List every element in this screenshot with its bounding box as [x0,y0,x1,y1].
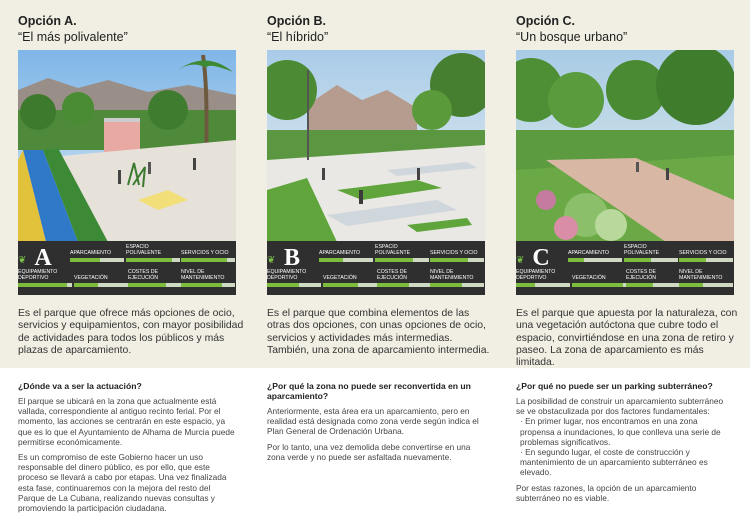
faq-paragraph: Por estas razones, la opción de un aparcamiento subterráneo no es viable. [516,482,697,503]
metric-multipurpose: ESPACIO POLIVALENTE [375,244,429,262]
metric-bar-fill [126,258,172,262]
metric-cost: COSTES DE EJECUCIÓN [128,269,182,287]
option-b [267,0,490,356]
option-c-rendering [516,50,734,242]
metric-cost: COSTES DE EJECUCIÓN [377,269,431,287]
leaf-icon: ❦ [516,255,525,266]
metric-bar-fill [626,283,653,287]
option-subtitle: “Un bosque urbano” [516,30,628,44]
metric-multipurpose: ESPACIO POLIVALENTE [126,244,180,262]
option-c-ratings-panel [516,241,734,295]
metric-bar-fill [430,258,468,262]
faq-bullet: · En segundo lugar, el coste de construcción y mantenimiento de un aparcamiento subterráneo es elevado. [520,447,708,478]
metric-multipurpose: ESPACIO POLIVALENTE [624,244,678,262]
metric-parking: APARCAMIENTO [319,244,373,262]
faq-parking [267,368,482,462]
metric-bar-fill [430,283,462,287]
metric-bar-fill [375,258,413,262]
option-a-rendering [18,50,236,242]
option-subtitle: “El más polivalente” [18,30,128,44]
metric-maintenance: NIVEL DE MANTENIMIENTO [679,269,733,287]
option-title: Opción C. [516,14,576,28]
faq-underground [516,368,734,503]
faq-paragraph: Anteriormente, esta área era un aparcamiento, pero en realidad está designada como zona verde según indica el Plan General de Ordenación Urbana. [267,406,479,437]
metric-cost: COSTES DE EJECUCIÓN [626,269,680,287]
metric-bar-fill [74,283,98,287]
option-b-rendering [267,50,485,242]
option-letter-badge: C [532,245,550,271]
metric-services: SERVICIOS Y OCIO [430,244,484,262]
metric-sports: EQUIPAMIENTO DEPORTIVO [267,269,321,287]
metric-bar-fill [377,283,409,287]
metric-bar-fill [572,283,623,287]
metric-bar-fill [624,258,651,262]
metric-vegetation: VEGETACIÓN [74,269,128,287]
metric-parking: APARCAMIENTO [70,244,124,262]
metric-bar-fill [679,283,703,287]
metric-maintenance: NIVEL DE MANTENIMIENTO [181,269,235,287]
metric-bar-fill [70,258,100,262]
option-a-ratings-panel [18,241,236,295]
faq-question: ¿Dónde va a ser la actuación? [18,381,142,391]
faq-paragraph: El parque se ubicará en la zona que actualmente está vallada, correspondiente al antiguo recinto ferial. Por el momento, las acciones se centrarán en este espacio, ya que es lo que el Ayuntamiento de Alhama de Murcia puede permitirse económicamente. [18,396,235,447]
metric-bar-fill [516,283,535,287]
metric-sports: EQUIPAMIENTO DEPORTIVO [18,269,72,287]
metric-bar-fill [181,258,227,262]
faq-paragraph: Es un compromiso de este Gobierno hacer un uso responsable del dinero público, es por ello, que este proceso se llevará a cabo por etapas. Una vez finalizada esta fase, continuaremos con la mejora del resto del Parque de La Cubana, realizando nuevas consultas y promoviendo la participación ciudadana. [18,452,227,514]
metric-bar-fill [323,283,358,287]
option-letter-badge: A [34,245,52,271]
option-description: Es el parque que ofrece más opciones de ocio, servicios y equipamientos, con mayor posibilidad de actividades para todos los públicos y más plazas de aparcamiento. [18,308,244,356]
faq-bullet: · En primer lugar, nos encontramos en una zona propensa a inundaciones, lo que conlleva una serie de problemas significativos. [520,416,721,447]
faq-question: ¿Por qué no puede ser un parking subterráneo? [516,381,713,391]
faq-location [18,368,238,513]
option-c [516,0,738,369]
faq-paragraph: Por lo tanto, una vez demolida debe convertirse en una zona verde y no puede ser asfaltada nuevamente. [267,441,471,462]
faq-question: ¿Por qué la zona no puede ser reconvertida en un aparcamiento? [267,381,471,401]
option-description: Es el parque que apuesta por la naturaleza, con una vegetación autóctona que cubre todo el espacio, convirtiéndose en una zona de retiro y paseo. La zona de aparcamiento es más limitada. [516,308,738,369]
metric-bar-fill [319,258,343,262]
leaf-icon: ❦ [18,255,27,266]
metric-sports: EQUIPAMIENTO DEPORTIVO [516,269,570,287]
metric-vegetation: VEGETACIÓN [323,269,377,287]
option-letter-badge: B [283,245,300,271]
metric-bar-fill [267,283,299,287]
metric-bar-fill [181,283,222,287]
metric-bar-fill [679,258,706,262]
option-subtitle: “El híbrido” [267,30,329,44]
metric-parking: APARCAMIENTO [568,244,622,262]
metric-services: SERVICIOS Y OCIO [679,244,733,262]
option-title: Opción A. [18,14,77,28]
metric-bar-fill [128,283,166,287]
leaf-icon: ❦ [267,255,276,266]
option-description: Es el parque que combina elementos de las otras dos opciones, con unas opciones de ocio, servicios y actividades más intermedias. También, una zona de aparcamiento intermedia. [267,308,490,356]
option-a [18,0,244,356]
metric-bar-fill [568,258,584,262]
metric-vegetation: VEGETACIÓN [572,269,626,287]
metric-services: SERVICIOS Y OCIO [181,244,235,262]
faq-paragraph: La posibilidad de construir un aparcamiento subterráneo se ve obstaculizada por dos factores fundamentales: [516,396,724,417]
metric-bar-fill [18,283,67,287]
option-b-ratings-panel [267,241,485,295]
metric-maintenance: NIVEL DE MANTENIMIENTO [430,269,484,287]
option-title: Opción B. [267,14,327,28]
